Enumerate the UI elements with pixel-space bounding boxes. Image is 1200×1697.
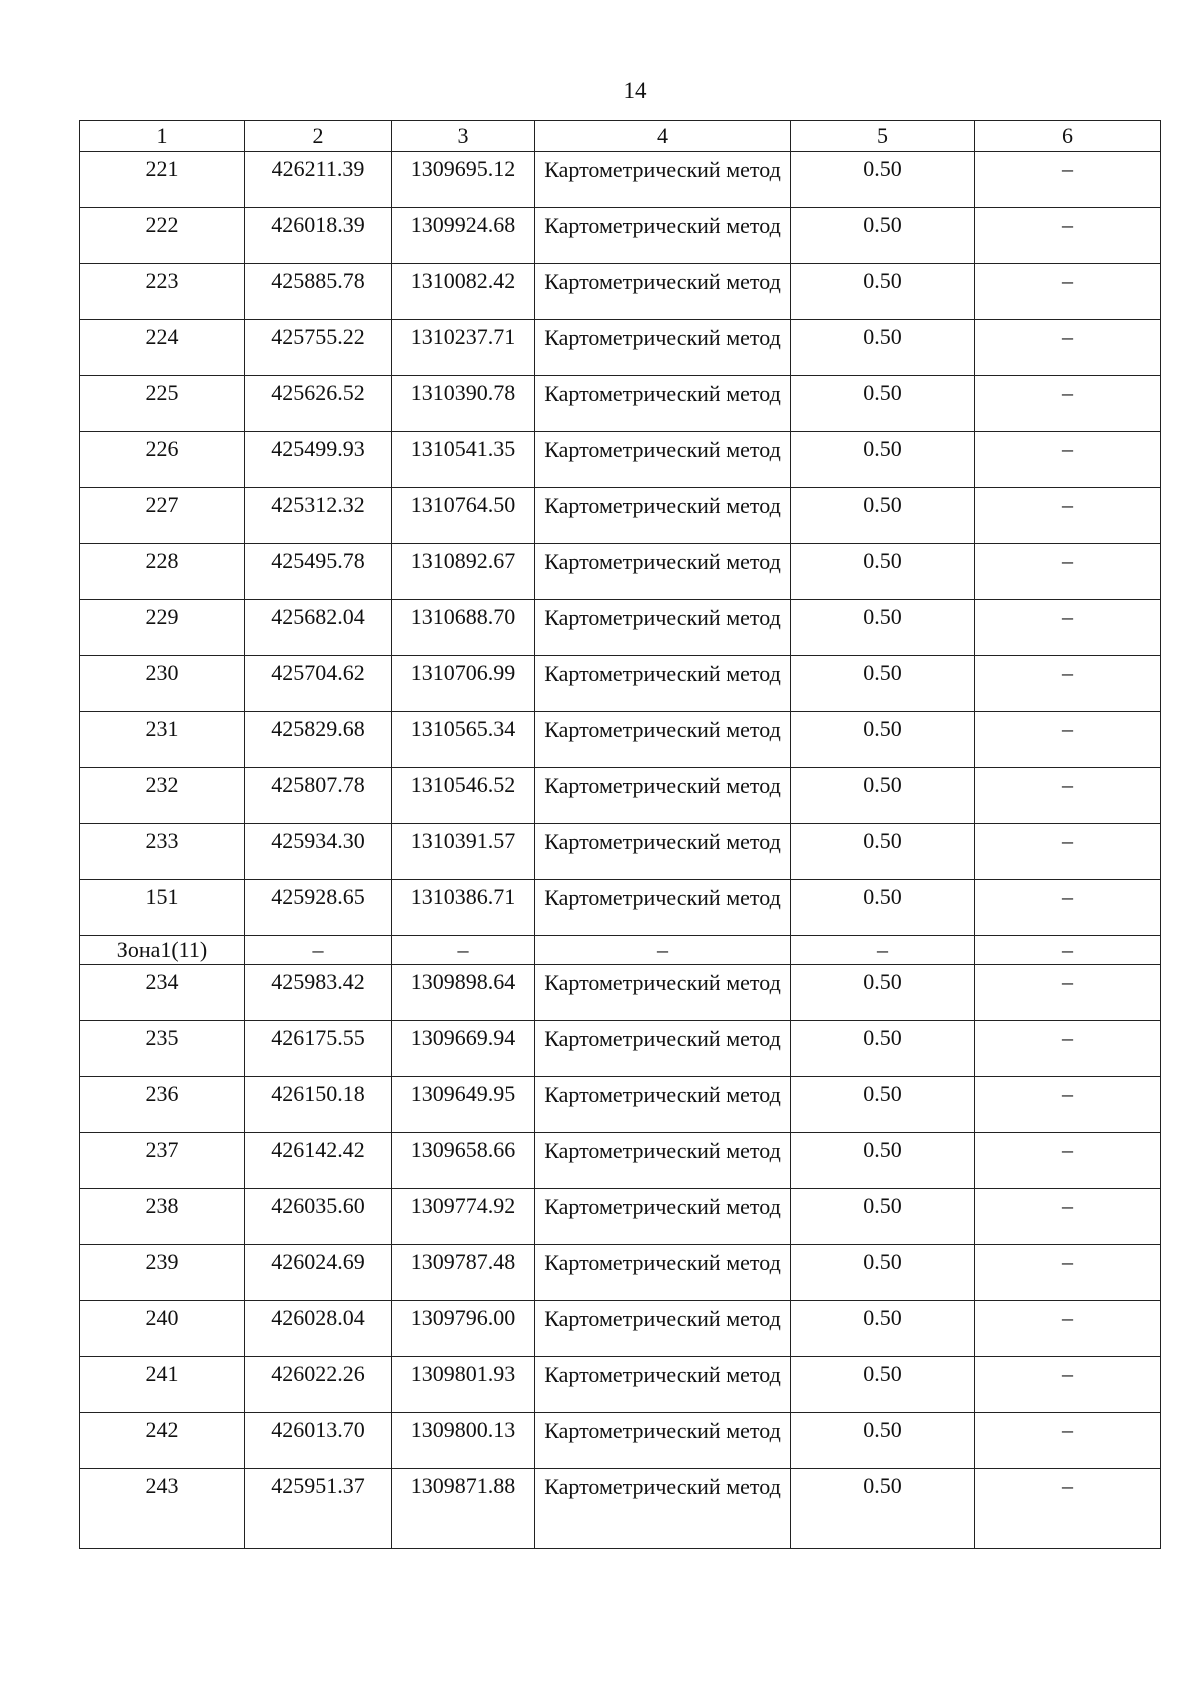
y-coordinate-cell: 1310237.71 <box>392 320 535 376</box>
accuracy-cell: 0.50 <box>791 1469 975 1549</box>
table-row <box>80 488 1161 544</box>
y-coordinate-cell: 1310546.52 <box>392 768 535 824</box>
x-coordinate-cell: 426013.70 <box>245 1413 392 1469</box>
point-id-cell: 241 <box>80 1357 245 1413</box>
table-row <box>80 768 1161 824</box>
y-coordinate-cell: 1309801.93 <box>392 1357 535 1413</box>
y-coordinate-cell: 1309924.68 <box>392 208 535 264</box>
accuracy-cell: 0.50 <box>791 600 975 656</box>
y-coordinate-cell: 1310391.57 <box>392 824 535 880</box>
table-header-row <box>80 121 1161 152</box>
point-id-cell: 234 <box>80 965 245 1021</box>
y-coordinate-cell: 1309800.13 <box>392 1413 535 1469</box>
x-coordinate-cell: 425983.42 <box>245 965 392 1021</box>
note-cell: – <box>975 824 1161 880</box>
x-coordinate-cell: 425829.68 <box>245 712 392 768</box>
table-row <box>80 544 1161 600</box>
method-cell: Картометрический метод <box>535 656 791 712</box>
x-coordinate-cell: 425312.32 <box>245 488 392 544</box>
y-coordinate-cell: 1309871.88 <box>392 1469 535 1549</box>
y-coordinate-cell: 1310892.67 <box>392 544 535 600</box>
header-cell: 2 <box>245 121 392 152</box>
table-row <box>80 1413 1161 1469</box>
note-cell: – <box>975 1021 1161 1077</box>
note-cell: – <box>975 1133 1161 1189</box>
method-cell: Картометрический метод <box>535 880 791 936</box>
accuracy-cell: 0.50 <box>791 1301 975 1357</box>
note-cell: – <box>975 965 1161 1021</box>
method-cell: Картометрический метод <box>535 1301 791 1357</box>
note-cell: – <box>975 544 1161 600</box>
table-row <box>80 1077 1161 1133</box>
point-id-cell: 230 <box>80 656 245 712</box>
accuracy-cell: 0.50 <box>791 824 975 880</box>
accuracy-cell: 0.50 <box>791 152 975 208</box>
point-id-cell: 222 <box>80 208 245 264</box>
x-coordinate-cell: 426211.39 <box>245 152 392 208</box>
accuracy-cell: 0.50 <box>791 488 975 544</box>
header-cell: 5 <box>791 121 975 152</box>
y-coordinate-cell: 1309649.95 <box>392 1077 535 1133</box>
accuracy-cell: 0.50 <box>791 656 975 712</box>
point-id-cell: 227 <box>80 488 245 544</box>
table-row <box>80 1357 1161 1413</box>
note-cell: – <box>975 1245 1161 1301</box>
accuracy-cell: 0.50 <box>791 1189 975 1245</box>
header-cell: 3 <box>392 121 535 152</box>
table-row <box>80 152 1161 208</box>
method-cell: Картометрический метод <box>535 264 791 320</box>
x-coordinate-cell: 426022.26 <box>245 1357 392 1413</box>
method-cell: Картометрический метод <box>535 1021 791 1077</box>
y-coordinate-cell: 1309787.48 <box>392 1245 535 1301</box>
accuracy-cell: 0.50 <box>791 1413 975 1469</box>
table-row <box>80 965 1161 1021</box>
table-row <box>80 320 1161 376</box>
note-cell: – <box>975 768 1161 824</box>
table-row <box>80 208 1161 264</box>
x-coordinate-cell: 425885.78 <box>245 264 392 320</box>
table-row <box>80 1469 1161 1549</box>
method-cell: Картометрический метод <box>535 824 791 880</box>
accuracy-cell: 0.50 <box>791 1021 975 1077</box>
method-cell: Картометрический метод <box>535 1189 791 1245</box>
method-cell: Картометрический метод <box>535 1245 791 1301</box>
y-coordinate-cell: 1309695.12 <box>392 152 535 208</box>
x-coordinate-cell: 425682.04 <box>245 600 392 656</box>
accuracy-cell: 0.50 <box>791 1245 975 1301</box>
x-coordinate-cell: 425755.22 <box>245 320 392 376</box>
x-coordinate-cell: 425807.78 <box>245 768 392 824</box>
y-coordinate-cell: 1309796.00 <box>392 1301 535 1357</box>
point-id-cell: 240 <box>80 1301 245 1357</box>
coordinates-table <box>79 120 1161 1549</box>
point-id-cell: 233 <box>80 824 245 880</box>
method-cell: Картометрический метод <box>535 965 791 1021</box>
accuracy-cell: – <box>791 936 975 965</box>
table-row <box>80 880 1161 936</box>
method-cell: Картометрический метод <box>535 1133 791 1189</box>
y-coordinate-cell: 1310390.78 <box>392 376 535 432</box>
note-cell: – <box>975 208 1161 264</box>
y-coordinate-cell: 1310706.99 <box>392 656 535 712</box>
method-cell: Картометрический метод <box>535 768 791 824</box>
note-cell: – <box>975 1301 1161 1357</box>
note-cell: – <box>975 1357 1161 1413</box>
note-cell: – <box>975 320 1161 376</box>
point-id-cell: 236 <box>80 1077 245 1133</box>
point-id-cell: 226 <box>80 432 245 488</box>
note-cell: – <box>975 1189 1161 1245</box>
accuracy-cell: 0.50 <box>791 768 975 824</box>
point-id-cell: Зона1(11) <box>80 936 245 965</box>
x-coordinate-cell: 426142.42 <box>245 1133 392 1189</box>
y-coordinate-cell: 1309658.66 <box>392 1133 535 1189</box>
x-coordinate-cell: 425495.78 <box>245 544 392 600</box>
x-coordinate-cell: – <box>245 936 392 965</box>
table-row <box>80 712 1161 768</box>
accuracy-cell: 0.50 <box>791 1077 975 1133</box>
accuracy-cell: 0.50 <box>791 1133 975 1189</box>
point-id-cell: 238 <box>80 1189 245 1245</box>
x-coordinate-cell: 425626.52 <box>245 376 392 432</box>
note-cell: – <box>975 656 1161 712</box>
header-cell: 4 <box>535 121 791 152</box>
table-row <box>80 432 1161 488</box>
page-number: 14 <box>623 78 647 103</box>
accuracy-cell: 0.50 <box>791 264 975 320</box>
x-coordinate-cell: 426035.60 <box>245 1189 392 1245</box>
x-coordinate-cell: 425951.37 <box>245 1469 392 1549</box>
x-coordinate-cell: 425934.30 <box>245 824 392 880</box>
table-row <box>80 1021 1161 1077</box>
note-cell: – <box>975 264 1161 320</box>
table-row <box>80 1301 1161 1357</box>
table-body <box>80 121 1161 1549</box>
x-coordinate-cell: 425499.93 <box>245 432 392 488</box>
accuracy-cell: 0.50 <box>791 965 975 1021</box>
table-row <box>80 1245 1161 1301</box>
accuracy-cell: 0.50 <box>791 376 975 432</box>
point-id-cell: 228 <box>80 544 245 600</box>
point-id-cell: 243 <box>80 1469 245 1549</box>
method-cell: Картометрический метод <box>535 712 791 768</box>
method-cell: Картометрический метод <box>535 1413 791 1469</box>
accuracy-cell: 0.50 <box>791 432 975 488</box>
point-id-cell: 231 <box>80 712 245 768</box>
table-row <box>80 264 1161 320</box>
y-coordinate-cell: 1309898.64 <box>392 965 535 1021</box>
x-coordinate-cell: 426175.55 <box>245 1021 392 1077</box>
table-row <box>80 376 1161 432</box>
note-cell: – <box>975 880 1161 936</box>
point-id-cell: 221 <box>80 152 245 208</box>
table-row <box>80 824 1161 880</box>
note-cell: – <box>975 936 1161 965</box>
note-cell: – <box>975 712 1161 768</box>
point-id-cell: 235 <box>80 1021 245 1077</box>
note-cell: – <box>975 1077 1161 1133</box>
method-cell: Картометрический метод <box>535 600 791 656</box>
method-cell: Картометрический метод <box>535 208 791 264</box>
method-cell: Картометрический метод <box>535 488 791 544</box>
x-coordinate-cell: 425704.62 <box>245 656 392 712</box>
method-cell: Картометрический метод <box>535 320 791 376</box>
accuracy-cell: 0.50 <box>791 208 975 264</box>
zone-row <box>80 936 1161 965</box>
accuracy-cell: 0.50 <box>791 1357 975 1413</box>
y-coordinate-cell: 1310565.34 <box>392 712 535 768</box>
x-coordinate-cell: 426028.04 <box>245 1301 392 1357</box>
point-id-cell: 225 <box>80 376 245 432</box>
y-coordinate-cell: 1309774.92 <box>392 1189 535 1245</box>
header-cell: 6 <box>975 121 1161 152</box>
note-cell: – <box>975 432 1161 488</box>
x-coordinate-cell: 426024.69 <box>245 1245 392 1301</box>
note-cell: – <box>975 152 1161 208</box>
method-cell: Картометрический метод <box>535 544 791 600</box>
y-coordinate-cell: 1309669.94 <box>392 1021 535 1077</box>
y-coordinate-cell: 1310764.50 <box>392 488 535 544</box>
point-id-cell: 232 <box>80 768 245 824</box>
note-cell: – <box>975 1469 1161 1549</box>
method-cell: Картометрический метод <box>535 1469 791 1549</box>
point-id-cell: 151 <box>80 880 245 936</box>
accuracy-cell: 0.50 <box>791 544 975 600</box>
method-cell: – <box>535 936 791 965</box>
accuracy-cell: 0.50 <box>791 320 975 376</box>
table-row <box>80 600 1161 656</box>
point-id-cell: 239 <box>80 1245 245 1301</box>
y-coordinate-cell: 1310688.70 <box>392 600 535 656</box>
table-row <box>80 1189 1161 1245</box>
method-cell: Картометрический метод <box>535 1077 791 1133</box>
table-row <box>80 1133 1161 1189</box>
y-coordinate-cell: 1310386.71 <box>392 880 535 936</box>
point-id-cell: 237 <box>80 1133 245 1189</box>
x-coordinate-cell: 426018.39 <box>245 208 392 264</box>
x-coordinate-cell: 425928.65 <box>245 880 392 936</box>
y-coordinate-cell: 1310541.35 <box>392 432 535 488</box>
header-cell: 1 <box>80 121 245 152</box>
method-cell: Картометрический метод <box>535 1357 791 1413</box>
method-cell: Картометрический метод <box>535 432 791 488</box>
method-cell: Картометрический метод <box>535 376 791 432</box>
y-coordinate-cell: – <box>392 936 535 965</box>
note-cell: – <box>975 1413 1161 1469</box>
accuracy-cell: 0.50 <box>791 712 975 768</box>
method-cell: Картометрический метод <box>535 152 791 208</box>
point-id-cell: 224 <box>80 320 245 376</box>
x-coordinate-cell: 426150.18 <box>245 1077 392 1133</box>
table-row <box>80 656 1161 712</box>
point-id-cell: 229 <box>80 600 245 656</box>
accuracy-cell: 0.50 <box>791 880 975 936</box>
note-cell: – <box>975 488 1161 544</box>
note-cell: – <box>975 376 1161 432</box>
y-coordinate-cell: 1310082.42 <box>392 264 535 320</box>
point-id-cell: 242 <box>80 1413 245 1469</box>
note-cell: – <box>975 600 1161 656</box>
point-id-cell: 223 <box>80 264 245 320</box>
